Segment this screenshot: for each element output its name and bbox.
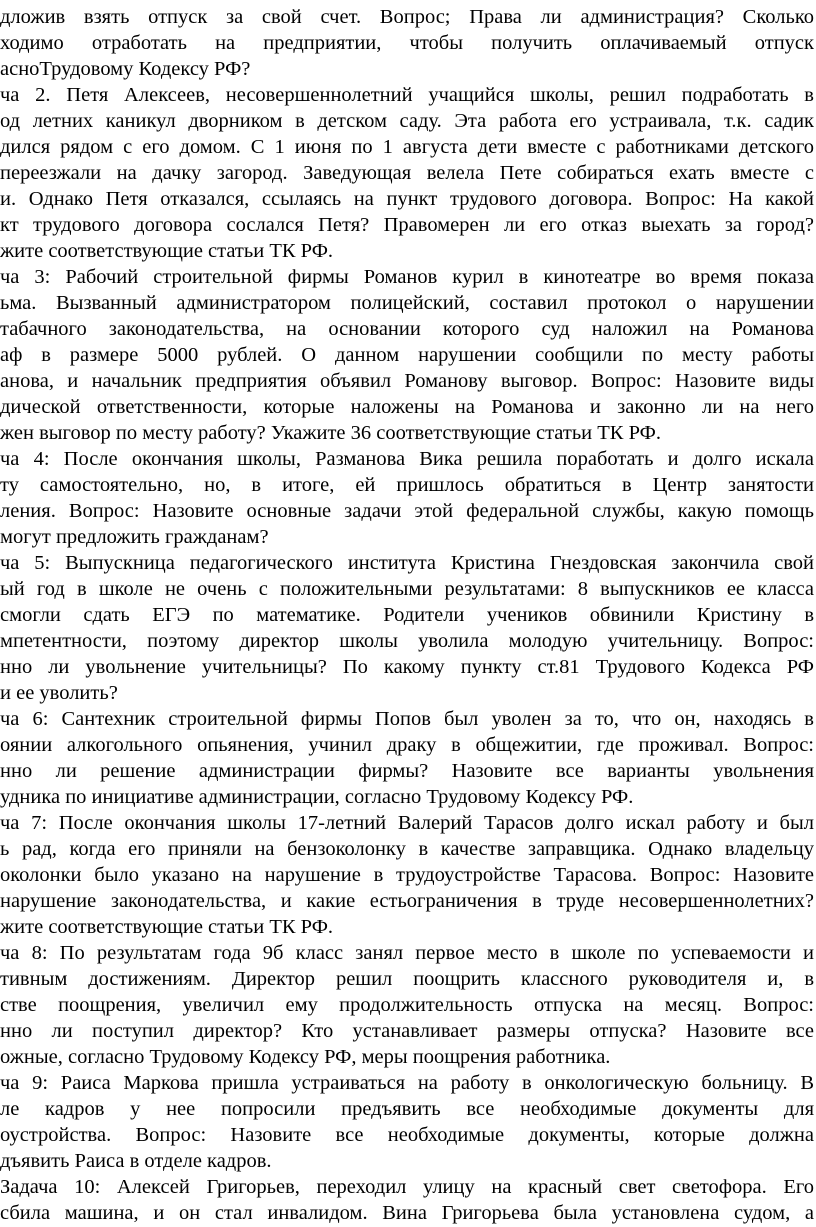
text-line: нно ли поступил директор? Кто устанавливает размеры отпуска? Назовите все [0,1020,814,1042]
text-line: нно ли увольнение учительницы? По какому пункту ст.81 Трудового Кодекса РФ [0,656,814,678]
text-line: ча 8: По результатам года 9б класс занял первое место в школе по успеваемости и [0,942,814,964]
text-line: ле кадров у нее попросили предъявить все необходимые документы для [0,1098,814,1120]
text-line: ча 3: Рабочий строительной фирмы Романов курил в кинотеатре во время показа [0,266,814,288]
text-line: ча 2. Петя Алексеев, несовершеннолетний учащийся школы, решил подработать в [0,84,814,106]
text-line: ления. Вопрос: Назовите основные задачи этой федеральной службы, какую помощь [0,500,814,522]
text-line: ча 5: Выпускница педагогического института Кристина Гнездовская закончила свой [0,552,814,574]
text-line: дложив взять отпуск за свой счет. Вопрос; Права ли администрация? Сколько [0,6,814,28]
text-line: околонки было указано на нарушение в трудоустройстве Тарасова. Вопрос: Назовите [0,864,814,886]
text-line: ча 9: Раиса Маркова пришла устраиваться на работу в онкологическую больницу. В [0,1072,814,1094]
text-line: и ее уволить? [0,682,118,704]
text-line: табачного законодательства, на основании которого суд наложил на Романова [0,318,814,340]
text-line: тивным достижениям. Директор решил поощрить классного руководителя и, в [0,968,814,990]
text-line: переезжали на дачку загород. Заведующая велела Пете собираться ехать вместе с [0,162,814,184]
text-line: ту самостоятельно, но, в итоге, ей пришлось обратиться в Центр занятости [0,474,814,496]
text-line: нно ли решение администрации фирмы? Назовите все варианты увольнения [0,760,814,782]
text-line: жите соответствующие статьи ТК РФ. [0,240,334,262]
text-line: ходимо отработать на предприятии, чтобы получить оплачиваемый отпуск [0,32,814,54]
text-line: жите соответствующие статьи ТК РФ. [0,916,334,938]
text-line: ый год в школе не очень с положительными результатами: 8 выпускников ее класса [0,578,814,600]
text-line: могут предложить гражданам? [0,526,269,548]
text-line: и. Однако Петя отказался, ссылаясь на пункт трудового договора. Вопрос: На какой [0,188,814,210]
text-line: анова, и начальник предприятия объявил Романову выговор. Вопрос: Назовите виды [0,370,814,392]
text-line: смогли сдать ЕГЭ по математике. Родители учеников обвинили Кристину в [0,604,814,626]
text-line: оянии алкогольного опьянения, учинил драку в общежитии, где проживал. Вопрос: [0,734,814,756]
text-line: асноТрудовому Кодексу РФ? [0,58,251,80]
text-line: стве поощрения, увеличил ему продолжительность отпуска на месяц. Вопрос: [0,994,814,1016]
text-line: аф в размере 5000 рублей. О данном нарушении сообщили по месту работы [0,344,814,366]
text-line: ча 4: После окончания школы, Разманова Вика решила поработать и долго искала [0,448,814,470]
text-line: оустройства. Вопрос: Назовите все необходимые документы, которые должна [0,1124,814,1146]
text-line: кт трудового договора сослался Петя? Правомерен ли его отказ выехать за город? [0,214,814,236]
text-line: удника по инициативе администрации, согласно Трудовому Кодексу РФ. [0,786,634,808]
text-line: Задача 10: Алексей Григорьев, переходил улицу на красный свет светофора. Его [0,1176,814,1198]
text-line: дической ответственности, которые наложены на Романова и законно ли на него [0,396,814,418]
text-line: дился рядом с его домом. С 1 июня по 1 августа дети вместе с работниками детского [0,136,814,158]
text-line: нарушение законодательства, и какие естьограничения в труде несовершеннолетних? [0,890,814,912]
text-line: жен выговор по месту работу? Укажите 36 соответствующие статьи ТК РФ. [0,422,661,444]
text-line: ча 6: Сантехник строительной фирмы Попов был уволен за то, что он, находясь в [0,708,814,730]
text-line: од летних каникул дворником в детском саду. Эта работа его устраивала, т.к. садик [0,110,814,132]
text-line: ь рад, когда его приняли на бензоколонку в качестве заправщика. Однако владельцу [0,838,814,860]
text-line: мпетентности, поэтому директор школы уволила молодую учительницу. Вопрос: [0,630,814,652]
text-line: дъявить Раиса в отделе кадров. [0,1150,272,1172]
text-line: ьма. Вызванный администратором полицейский, составил протокол о нарушении [0,292,814,314]
text-line: ча 7: После окончания школы 17-летний Валерий Тарасов долго искал работу и был [0,812,814,834]
text-line: ожные, согласно Трудовому Кодексу РФ, меры поощрения работника. [0,1046,611,1068]
text-line: сбила машина, и он стал инвалидом. Вина Григорьева была установлена судом, а [0,1202,814,1224]
